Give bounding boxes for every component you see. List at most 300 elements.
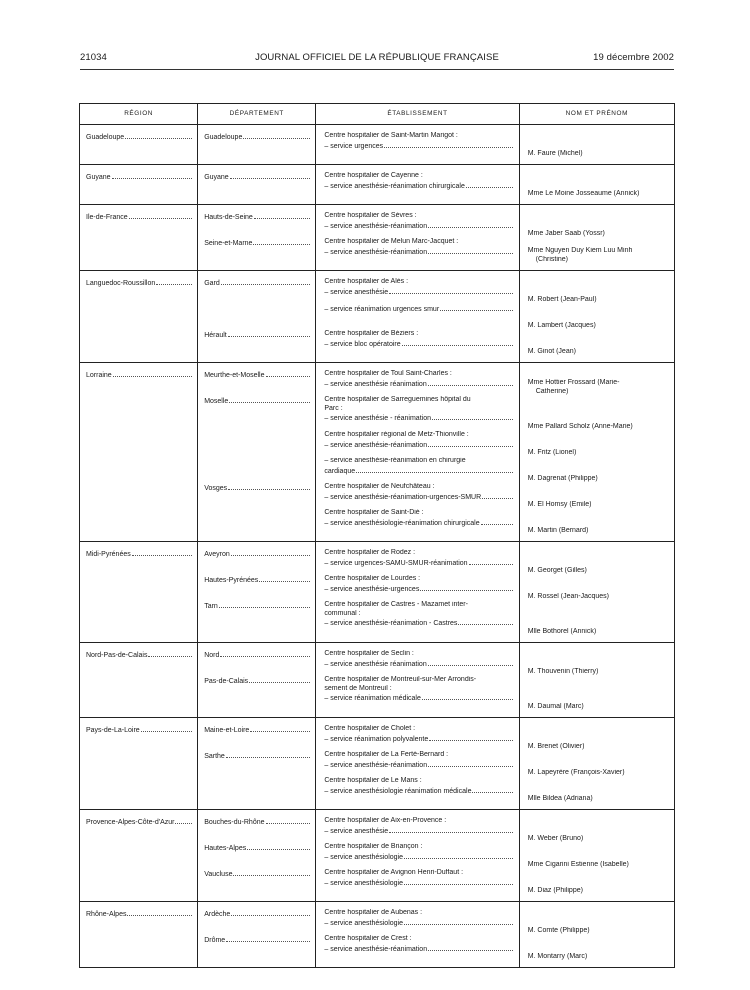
department-entry — [198, 817, 315, 843]
dot-leader — [156, 278, 192, 285]
establishment-line: sement de Montreuil : — [324, 684, 392, 692]
service-label: – service réanimation urgences smur — [324, 306, 440, 313]
establishment-cell — [316, 718, 519, 810]
establishment-line: Centre hospitalier de Le Mans : — [324, 777, 422, 784]
department-label: Hauts-de-Seine — [204, 214, 253, 221]
person-name: M. Brenet (Olivier) — [527, 742, 585, 750]
dot-leader — [129, 212, 193, 219]
dot-leader — [472, 786, 512, 793]
region-entry — [80, 172, 197, 183]
dot-leader — [404, 878, 513, 885]
dot-leader — [228, 330, 311, 337]
establishment-entry — [324, 575, 512, 601]
person-name: M. El Homsy (Emile) — [527, 500, 592, 508]
establishment-entry — [324, 725, 512, 751]
person-entry — [528, 278, 668, 304]
service-line — [324, 944, 512, 955]
establishment-line: Centre hospitalier de Béziers : — [324, 330, 419, 337]
dot-leader — [231, 549, 311, 556]
establishment-entry — [324, 431, 512, 457]
establishment-entry — [324, 457, 512, 483]
page-number: 21034 — [80, 52, 107, 63]
dot-leader — [221, 278, 311, 285]
service-line — [324, 379, 512, 390]
dot-leader — [253, 238, 310, 245]
table-row — [80, 165, 675, 205]
person-entry — [528, 751, 668, 777]
person-entry — [528, 935, 668, 961]
service-label: – service anesthésiologie — [324, 919, 403, 927]
person-name: Mme Le Moine Josseaume (Annick) — [527, 189, 640, 197]
dot-leader — [243, 132, 310, 139]
dot-leader — [384, 141, 513, 148]
establishment-line: – service anesthésie-réanimation en chirurgie — [324, 457, 466, 464]
department-label: Hautes-Alpes — [204, 845, 247, 852]
person-entry — [528, 676, 668, 711]
service-line — [324, 584, 512, 595]
department-label: Moselle — [204, 398, 229, 405]
column-header-establishment: ÉTABLISSEMENT — [316, 104, 519, 125]
department-entry — [198, 725, 315, 751]
region-label: Guadeloupe — [86, 134, 125, 141]
region-cell — [80, 205, 198, 271]
dot-leader — [132, 549, 192, 556]
dot-leader — [220, 650, 310, 657]
dot-leader — [259, 575, 310, 582]
dot-leader — [228, 483, 310, 490]
person-entry — [528, 304, 668, 330]
region-label: Ile-de-France — [86, 214, 128, 221]
service-line — [324, 141, 512, 152]
region-cell — [80, 125, 198, 165]
table-header-row — [80, 104, 675, 125]
person-entry — [528, 431, 668, 457]
establishment-line: Centre hospitalier de Crest : — [324, 935, 412, 942]
establishment-line: Centre hospitalier de Aubenas : — [324, 909, 423, 916]
service-line — [324, 760, 512, 771]
person-name: Mme Cigarini Estienne (Isabelle) — [527, 860, 629, 868]
table-row — [80, 542, 675, 643]
department-label: Hérault — [204, 332, 227, 339]
person-entry — [528, 777, 668, 803]
establishment-cell — [316, 271, 519, 363]
service-label: – service anesthésiologie-réanimation chirurgicale — [324, 519, 480, 527]
department-entry — [198, 396, 315, 483]
person-entry — [528, 132, 668, 158]
person-entry — [528, 396, 668, 431]
service-label: – service anesthésie-réanimation — [324, 441, 428, 449]
dot-leader — [230, 172, 311, 179]
department-label: Gard — [204, 280, 220, 287]
region-cell — [80, 718, 198, 810]
service-label: – service réanimation polyvalente — [324, 735, 429, 743]
appointments-table — [79, 103, 675, 968]
person-name: M. Daumal (Marc) — [527, 702, 584, 710]
dot-leader — [389, 287, 513, 294]
region-label: Guyane — [86, 174, 111, 181]
establishment-entry — [324, 212, 512, 238]
person-name: M. Fritz (Lionel) — [527, 448, 577, 456]
table-row — [80, 902, 675, 968]
region-entry — [80, 650, 197, 661]
establishment-line: Centre hospitalier de Sèvres : — [324, 212, 417, 219]
department-entry — [198, 549, 315, 575]
region-entry — [80, 817, 197, 828]
department-label: Aveyron — [204, 551, 230, 558]
person-entry — [528, 601, 668, 636]
person-entry — [528, 238, 668, 264]
service-label: – service anesthésie réanimation — [324, 380, 427, 388]
establishment-entry — [324, 304, 512, 330]
dot-leader — [148, 650, 192, 657]
dot-leader — [229, 396, 310, 403]
service-label: – service urgences — [324, 142, 384, 150]
person-entry — [528, 869, 668, 895]
service-line — [324, 413, 512, 424]
service-line — [324, 918, 512, 929]
establishment-entry — [324, 238, 512, 264]
establishment-entry — [324, 909, 512, 935]
service-label: – service anesthésie-réanimation — [324, 222, 428, 230]
department-entry — [198, 575, 315, 601]
establishment-entry — [324, 132, 512, 158]
dot-leader — [254, 212, 311, 219]
department-cell — [198, 165, 316, 205]
service-line — [324, 734, 512, 745]
establishment-line: Centre hospitalier de Cholet : — [324, 725, 416, 732]
region-entry — [80, 725, 197, 736]
establishment-line: Centre hospitalier de Seclin : — [324, 650, 414, 657]
department-entry — [198, 935, 315, 961]
publication-date: 19 décembre 2002 — [593, 52, 674, 63]
service-line — [324, 618, 512, 629]
department-cell — [198, 271, 316, 363]
service-line — [324, 659, 512, 670]
dot-leader — [175, 817, 192, 824]
person-entry — [528, 549, 668, 575]
establishment-entry — [324, 483, 512, 509]
dot-leader — [469, 558, 513, 565]
dot-leader — [231, 909, 310, 916]
service-label: – service anesthésie — [324, 827, 389, 835]
region-cell — [80, 363, 198, 542]
service-line — [324, 878, 512, 889]
dot-leader — [428, 247, 513, 254]
establishment-line: Centre hospitalier de Avignon Henri-Duffaut : — [324, 869, 464, 876]
person-cell — [519, 271, 674, 363]
service-line — [324, 339, 512, 350]
person-name: Mlle Bildea (Adriana) — [527, 794, 593, 802]
appointments-table-wrapper — [79, 103, 675, 968]
dot-leader — [402, 339, 513, 346]
person-cell — [519, 165, 674, 205]
department-label: Meurthe-et-Moselle — [204, 372, 265, 379]
person-name: Mlle Bothorel (Annick) — [527, 627, 597, 635]
service-line — [324, 558, 512, 569]
establishment-cell — [316, 363, 519, 542]
service-label: – service bloc opératoire — [324, 340, 401, 348]
person-name: Mme Jaber Saab (Yossr) — [527, 229, 605, 237]
person-cell — [519, 363, 674, 542]
dot-leader — [127, 909, 192, 916]
establishment-line: Centre hospitalier de Alès : — [324, 278, 409, 285]
establishment-entry — [324, 817, 512, 843]
service-label: – service anesthésie-réanimation — [324, 945, 428, 953]
dot-leader — [250, 725, 310, 732]
service-line — [324, 221, 512, 232]
service-line — [324, 852, 512, 863]
department-entry — [198, 370, 315, 396]
person-name: Mme Nguyen Duy Kiem Luu Minh — [527, 247, 633, 254]
establishment-line: Centre hospitalier de Melun Marc-Jacquet : — [324, 238, 459, 245]
department-cell — [198, 363, 316, 542]
person-name: M. Comte (Philippe) — [527, 926, 590, 934]
person-entry — [528, 650, 668, 676]
department-cell — [198, 643, 316, 718]
establishment-entry — [324, 278, 512, 304]
region-entry — [80, 549, 197, 560]
person-name: M. Martin (Bernard) — [527, 526, 589, 534]
dot-leader — [422, 693, 513, 700]
department-label: Hautes-Pyrénées — [204, 577, 259, 584]
person-name: M. Ginot (Jean) — [527, 347, 576, 355]
dot-leader — [482, 492, 513, 499]
table-row — [80, 271, 675, 363]
person-entry — [528, 172, 668, 198]
establishment-entry — [324, 676, 512, 711]
establishment-cell — [316, 542, 519, 643]
establishment-line: communal : — [324, 609, 361, 617]
service-line — [324, 287, 512, 298]
department-label: Vosges — [204, 485, 228, 492]
dot-leader — [219, 601, 311, 608]
region-label: Lorraine — [86, 372, 112, 379]
dot-leader — [432, 413, 513, 420]
department-label: Guyane — [204, 174, 229, 181]
journal-title: JOURNAL OFFICIEL DE LA RÉPUBLIQUE FRANÇAISE — [255, 52, 499, 63]
department-cell — [198, 902, 316, 968]
dot-leader — [420, 584, 512, 591]
service-label: – service urgences-SAMU-SMUR-réanimation — [324, 559, 468, 567]
region-entry — [80, 370, 197, 381]
dot-leader — [428, 379, 513, 386]
dot-leader — [428, 440, 513, 447]
person-entry — [528, 509, 668, 535]
department-entry — [198, 238, 315, 264]
dot-leader — [404, 852, 513, 859]
region-entry — [80, 909, 197, 920]
establishment-entry — [324, 601, 512, 636]
department-label: Drôme — [204, 937, 226, 944]
department-cell — [198, 205, 316, 271]
dot-leader — [125, 132, 192, 139]
dot-leader — [356, 466, 513, 473]
service-label: cardiaque — [324, 467, 356, 475]
region-cell — [80, 810, 198, 902]
establishment-entry — [324, 172, 512, 198]
service-label: – service anesthésiologie réanimation médicale — [324, 787, 472, 795]
person-entry — [528, 457, 668, 483]
dot-leader — [266, 817, 311, 824]
person-name: M. Dagrenat (Philippe) — [527, 474, 598, 482]
establishment-line: Centre hospitalier de Castres - Mazamet inter- — [324, 601, 468, 608]
person-name: M. Robert (Jean-Paul) — [527, 295, 597, 303]
dot-leader — [141, 725, 192, 732]
service-line — [324, 826, 512, 837]
column-header-name: NOM ET PRÉNOM — [519, 104, 674, 125]
department-entry — [198, 212, 315, 238]
person-cell — [519, 542, 674, 643]
establishment-entry — [324, 777, 512, 803]
establishment-cell — [316, 205, 519, 271]
person-cell — [519, 643, 674, 718]
establishment-entry — [324, 650, 512, 676]
dot-leader — [226, 751, 311, 758]
service-line — [324, 440, 512, 451]
dot-leader — [233, 869, 310, 876]
department-label: Seine-et-Marne — [204, 240, 253, 247]
region-cell — [80, 542, 198, 643]
establishment-entry — [324, 330, 512, 356]
person-name: M. Montarry (Marc) — [527, 952, 588, 960]
department-entry — [198, 869, 315, 895]
service-label: – service anesthésie-réanimation-urgences-SMUR — [324, 493, 482, 501]
table-body — [80, 125, 675, 968]
region-cell — [80, 643, 198, 718]
person-entry — [528, 725, 668, 751]
service-line — [324, 518, 512, 529]
department-cell — [198, 810, 316, 902]
dot-leader — [428, 944, 513, 951]
service-label: – service anesthésie-réanimation — [324, 248, 428, 256]
table-row — [80, 643, 675, 718]
establishment-line: Centre hospitalier de Saint-Dié : — [324, 509, 424, 516]
department-entry — [198, 132, 315, 158]
dot-leader — [266, 370, 311, 377]
table-row — [80, 718, 675, 810]
region-label: Provence-Alpes-Côte-d'Azur — [86, 819, 175, 826]
dot-leader — [440, 304, 513, 311]
dot-leader — [428, 221, 513, 228]
service-line — [324, 181, 512, 192]
establishment-line: Centre hospitalier de Briançon : — [324, 843, 423, 850]
service-label: – service réanimation médicale — [324, 695, 421, 702]
dot-leader — [404, 918, 513, 925]
dot-leader — [429, 734, 512, 741]
table-row — [80, 363, 675, 542]
service-line — [324, 786, 512, 797]
department-cell — [198, 718, 316, 810]
person-entry — [528, 843, 668, 869]
establishment-entry — [324, 549, 512, 575]
service-label: – service anesthésie-urgences — [324, 585, 420, 593]
service-label: – service anesthésie-réanimation chirurgicale — [324, 182, 465, 190]
column-header-region: RÉGION — [80, 104, 198, 125]
service-line — [324, 693, 512, 704]
dot-leader — [481, 518, 513, 525]
establishment-entry — [324, 843, 512, 869]
service-line — [324, 492, 512, 503]
department-label: Nord — [204, 652, 220, 659]
table-row — [80, 205, 675, 271]
region-entry — [80, 278, 197, 289]
person-name: Mme Pallard Scholz (Anne-Marie) — [527, 422, 633, 430]
service-line — [324, 304, 512, 315]
dot-leader — [247, 843, 310, 850]
region-label: Rhône-Alpes — [86, 911, 127, 918]
department-label: Sarthe — [204, 753, 225, 760]
establishment-line: Centre hospitalier de Lourdes : — [324, 575, 421, 582]
person-name: M. Weber (Bruno) — [527, 834, 584, 842]
establishment-cell — [316, 165, 519, 205]
establishment-cell — [316, 902, 519, 968]
establishment-line: Centre hospitalier de Rodez : — [324, 549, 416, 556]
dot-leader — [458, 618, 512, 625]
region-label: Nord-Pas-de-Calais — [86, 652, 148, 659]
establishment-entry — [324, 751, 512, 777]
region-entry — [80, 212, 197, 223]
service-label: – service anesthésie — [324, 288, 389, 296]
department-cell — [198, 542, 316, 643]
person-cell — [519, 205, 674, 271]
person-entry — [528, 370, 668, 396]
region-entry — [80, 132, 197, 143]
department-label: Pas-de-Calais — [204, 678, 249, 685]
person-name: M. Georget (Gilles) — [527, 566, 587, 574]
region-label: Pays-de-La-Loire — [86, 727, 140, 734]
service-label: – service anesthésie-réanimation - Castres — [324, 620, 458, 627]
department-entry — [198, 650, 315, 676]
person-entry — [528, 212, 668, 238]
establishment-line: Centre hospitalier de Sarreguemines hôpital du — [324, 396, 471, 403]
establishment-cell — [316, 643, 519, 718]
dot-leader — [428, 760, 513, 767]
person-name: M. Lapeyrère (François-Xavier) — [527, 768, 625, 776]
region-label: Midi-Pyrénées — [86, 551, 131, 558]
establishment-entry — [324, 396, 512, 431]
establishment-cell — [316, 125, 519, 165]
region-cell — [80, 271, 198, 363]
table-row — [80, 810, 675, 902]
dot-leader — [428, 659, 513, 666]
establishment-line: Centre hospitalier de La Ferté-Bernard : — [324, 751, 449, 758]
person-name: M. Diaz (Philippe) — [527, 886, 583, 894]
department-entry — [198, 909, 315, 935]
establishment-line: Centre hospitalier de Aix-en-Provence : — [324, 817, 447, 824]
department-label: Tarn — [204, 603, 218, 610]
dot-leader — [389, 826, 513, 833]
department-entry — [198, 843, 315, 869]
department-label: Maine-et-Loire — [204, 727, 250, 734]
service-line — [324, 466, 512, 477]
person-name: M. Thouvenin (Thierry) — [527, 667, 599, 675]
department-entry — [198, 751, 315, 803]
page-header — [80, 52, 674, 68]
establishment-line: Parc : — [324, 404, 343, 412]
column-header-department: DÉPARTEMENT — [198, 104, 316, 125]
person-cell — [519, 718, 674, 810]
region-cell — [80, 165, 198, 205]
dot-leader — [466, 181, 513, 188]
person-name: Mme Hottier Frossard (Marie- — [527, 379, 620, 386]
department-cell — [198, 125, 316, 165]
table-row — [80, 125, 675, 165]
person-entry — [528, 909, 668, 935]
person-cell — [519, 810, 674, 902]
person-name: (Christine) — [535, 255, 568, 263]
establishment-cell — [316, 810, 519, 902]
person-cell — [519, 902, 674, 968]
